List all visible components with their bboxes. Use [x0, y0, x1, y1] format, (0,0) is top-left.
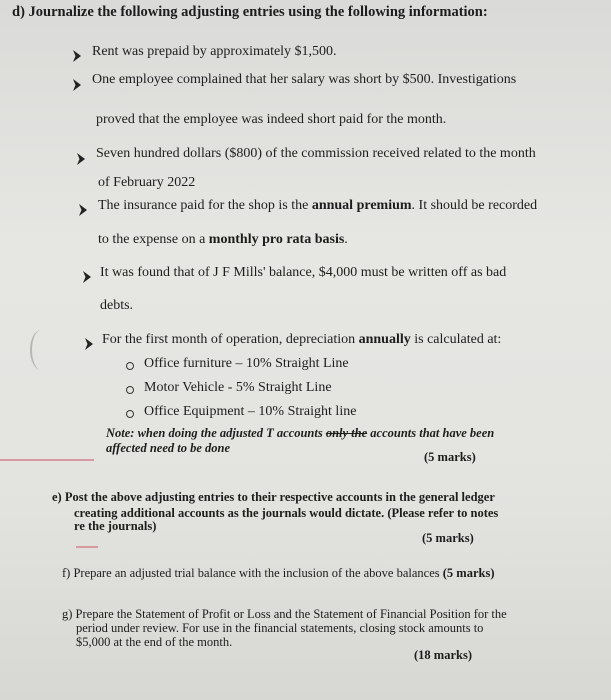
- section-e-line: creating additional accounts as the journals would dictate. (Please refer to notes: [74, 506, 499, 520]
- list-item-continuation: [98, 232, 348, 248]
- note-continuation: affected need to be done: [106, 441, 231, 455]
- arrow-bullet-icon: [84, 337, 94, 351]
- section-g-line: g) Prepare the Statement of Profit or Loss and the Statement of Financial Position for the: [62, 607, 507, 621]
- arrow-bullet-icon: [72, 49, 82, 63]
- list-item: Rent was prepaid by approximately $1,500.: [92, 44, 337, 59]
- text-segment: to the expense on a: [98, 232, 209, 247]
- list-item: It was found that of J F Mills' balance, $4,000 must be written off as bad: [100, 265, 507, 280]
- section-g-line: $5,000 at the end of the month.: [76, 635, 233, 649]
- sub-list-item: Motor Vehicle - 5% Straight Line: [144, 380, 332, 395]
- section-e-line: e) Post the above adjusting entries to their respective accounts in the general ledger: [52, 490, 495, 504]
- list-item-continuation: debts.: [100, 298, 134, 313]
- marks: (5 marks): [422, 531, 474, 545]
- circle-bullet-icon: [126, 362, 134, 370]
- emphasis-text: annually: [358, 332, 411, 347]
- arrow-bullet-icon: [82, 270, 92, 284]
- section-f-line: [62, 566, 495, 581]
- circle-bullet-icon: [126, 386, 134, 394]
- section-e-line: re the journals): [74, 519, 157, 533]
- list-item-continuation: of February 2022: [98, 175, 196, 190]
- text-segment: . It should be recorded: [411, 198, 538, 213]
- emphasis-text: annual premium: [311, 198, 412, 213]
- text-segment: .: [344, 232, 348, 247]
- arrow-bullet-icon: [72, 78, 82, 92]
- text-segment: Note: when doing the adjusted T accounts: [106, 426, 326, 440]
- section-d-heading: d) Journalize the following adjusting entries using the following information:: [12, 4, 488, 20]
- note: [106, 426, 494, 441]
- text-segment: accounts that have been: [367, 426, 495, 440]
- list-item: [98, 198, 537, 214]
- shadow-mark: [30, 330, 52, 370]
- section-g-line: period under review. For use in the financial statements, closing stock amounts to: [76, 621, 484, 635]
- list-item: Seven hundred dollars ($800) of the commission received related to the month: [96, 146, 536, 161]
- divider: [0, 459, 94, 461]
- text-segment: For the first month of operation, depreciation: [102, 332, 359, 347]
- list-item: One employee complained that her salary was short by $500. Investigations: [92, 72, 517, 87]
- marks: (5 marks): [442, 566, 495, 580]
- divider: [76, 546, 98, 548]
- text-segment: f) Prepare an adjusted trial balance with the inclusion of the above balances: [62, 566, 443, 580]
- list-item-continuation: proved that the employee was indeed short paid for the month.: [96, 112, 447, 127]
- emphasis-text: monthly pro rata basis: [208, 232, 345, 247]
- sub-list-item: Office furniture – 10% Straight Line: [144, 356, 349, 371]
- text-segment: is calculated at:: [410, 332, 502, 347]
- marks: (5 marks): [424, 450, 476, 464]
- circle-bullet-icon: [126, 410, 134, 418]
- list-item: [102, 332, 501, 348]
- arrow-bullet-icon: [76, 152, 86, 166]
- struck-text: only the: [325, 426, 368, 440]
- text-segment: The insurance paid for the shop is the: [98, 198, 312, 213]
- marks: (18 marks): [414, 648, 472, 662]
- arrow-bullet-icon: [78, 203, 88, 217]
- sub-list-item: Office Equipment – 10% Straight line: [144, 404, 357, 419]
